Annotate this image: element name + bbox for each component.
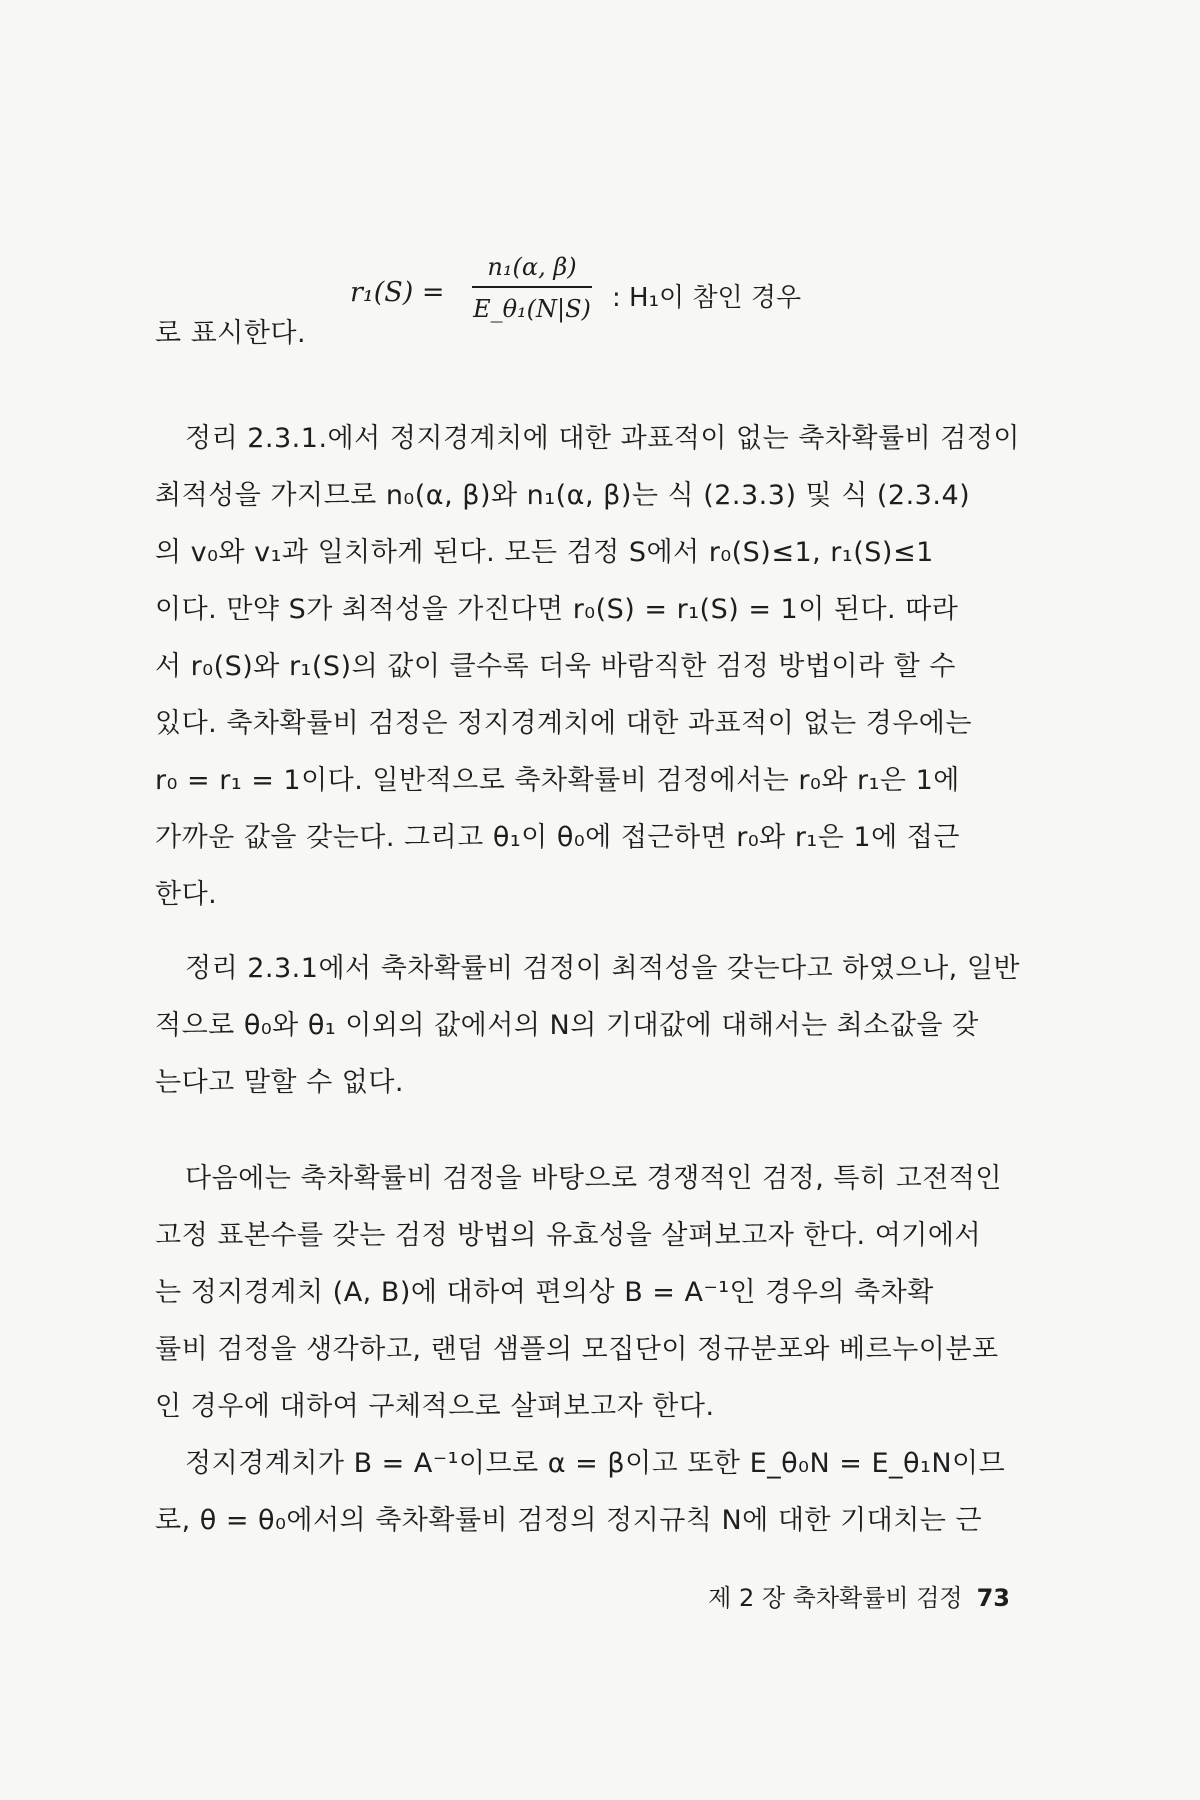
- paragraph-1: [155, 410, 1055, 923]
- text-line: 있다. 축차확률비 검정은 정지경계치에 대한 과표적이 없는 경우에는: [155, 708, 972, 739]
- text-line: 정리 2.3.1.에서 정지경계치에 대한 과표적이 없는 축차확률비 검정이: [185, 423, 1020, 454]
- text-line: 다음에는 축차확률비 검정을 바탕으로 경쟁적인 검정, 특히 고전적인: [185, 1163, 1002, 1194]
- fraction-numerator: n₁(α, β): [487, 253, 577, 281]
- fraction-bar: [472, 286, 592, 288]
- text-line: 최적성을 가지므로 n₀(α, β)와 n₁(α, β)는 식 (2.3.3) 및 식 (2.3.4): [155, 480, 971, 511]
- page-number: 73: [976, 1584, 1010, 1612]
- text-line: 한다.: [155, 879, 218, 910]
- paragraph-0: [155, 305, 1055, 362]
- paragraph-2: [155, 940, 1055, 1111]
- text-line: 는 정지경계치 (A, B)에 대하여 편의상 B = A⁻¹인 경우의 축차확: [155, 1277, 934, 1308]
- text-line: 서 r₀(S)와 r₁(S)의 값이 클수록 더욱 바람직한 검정 방법이라 할 수: [155, 651, 956, 682]
- chapter-title: 제 2 장 축차확률비 검정: [708, 1584, 963, 1612]
- text-line: 인 경우에 대하여 구체적으로 살펴보고자 한다.: [155, 1391, 715, 1422]
- text-line: 정지경계치가 B = A⁻¹이므로 α = β이고 또한 E_θ₀N = E_θ₁N이므: [185, 1448, 1006, 1479]
- equation-lhs: r₁(S) =: [350, 277, 445, 308]
- text-line: 률비 검정을 생각하고, 랜덤 샘플의 모집단이 정규분포와 베르누이분포: [155, 1334, 999, 1365]
- paragraph-3: [155, 1150, 1055, 1435]
- equation-condition: : H₁이 참인 경우: [612, 283, 802, 313]
- fraction-denominator: E_θ₁(N|S): [473, 295, 591, 323]
- text-line: 적으로 θ₀와 θ₁ 이외의 값에서의 N의 기대값에 대해서는 최소값을 갖: [155, 1010, 979, 1041]
- paragraph-4: [155, 1435, 1055, 1549]
- text-line: r₀ = r₁ = 1이다. 일반적으로 축차확률비 검정에서는 r₀와 r₁은 1에: [155, 765, 960, 796]
- text-line: 이다. 만약 S가 최적성을 가진다면 r₀(S) = r₁(S) = 1이 된다. 따라: [155, 594, 959, 625]
- text-line: 는다고 말할 수 없다.: [155, 1067, 404, 1098]
- text-line: 의 v₀와 v₁과 일치하게 된다. 모든 검정 S에서 r₀(S)≤1, r₁(S)≤1: [155, 537, 934, 568]
- text-line: 로 표시한다.: [155, 318, 307, 349]
- text-line: 로, θ = θ₀에서의 축차확률비 검정의 정지규칙 N에 대한 기대치는 근: [155, 1505, 983, 1536]
- text-line: 고정 표본수를 갖는 검정 방법의 유효성을 살펴보고자 한다. 여기에서: [155, 1220, 982, 1251]
- text-line: 정리 2.3.1에서 축차확률비 검정이 최적성을 갖는다고 하였으나, 일반: [185, 953, 1020, 984]
- page-footer: [700, 1578, 1010, 1613]
- text-line: 가까운 값을 갖는다. 그리고 θ₁이 θ₀에 접근하면 r₀와 r₁은 1에 접근: [155, 822, 960, 853]
